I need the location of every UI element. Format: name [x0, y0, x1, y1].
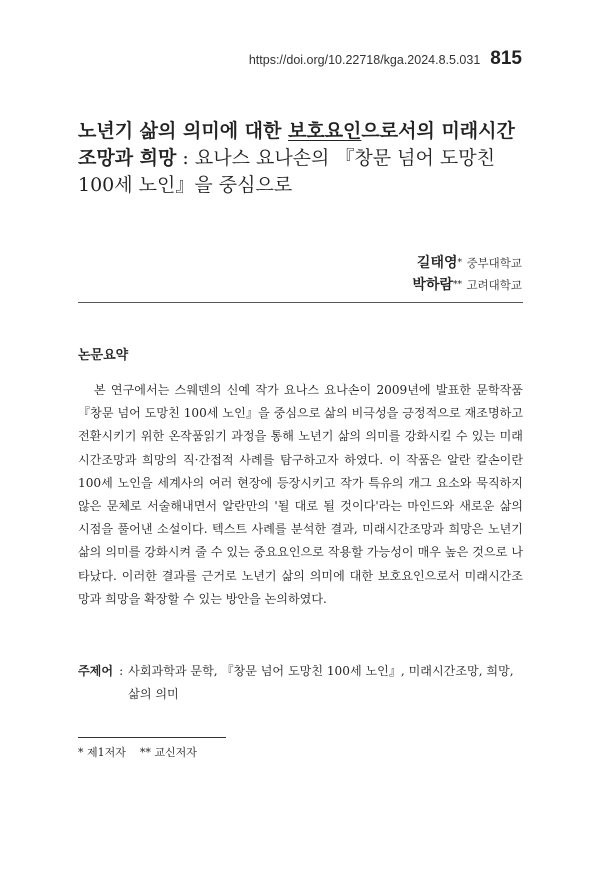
- author-affiliation: 중부대학교: [466, 256, 522, 270]
- divider: [78, 302, 523, 303]
- author-mark: **: [453, 280, 462, 290]
- footnote-text: 교신저자: [154, 746, 197, 759]
- author-name: 박하람: [412, 277, 453, 293]
- keywords-separator: :: [119, 664, 124, 678]
- footnote-mark: **: [139, 746, 151, 759]
- abstract-text: 본 연구에서는 스웨덴의 신예 작가 요나스 요나손이 2009년에 발표한 문학작품 『창문 넘어 도망친 100세 노인』을 중심으로 삶의 비극성을 긍정적으로 재조명하고 전환시키기 위한 온작품읽기 과정을 통해 노년기 삶의 의미를 강화시킬 수 있는 미래시간조망과 희망의 직·간접적 사례를 탐구하고자 하였다. 이 작품은 알란 칼손이란 100세 노인을 세계사의 여러 현장에 등장시키고 작가 특유의 개그 요소와 묵직하지 않은 문체로 서술해내면서 알란만의 '될 대로 될 것이다'라는 마인드와 새로운 삶의 시점을 풀어낸 소설이다. 텍스트 사례를 분석한 결과, 미래시간조망과 희망은 노년기 삶의 의미를 강화시켜 줄 수 있는 중요요인으로 작용할 가능성이 매우 높은 것으로 나타났다. 이러한 결과를 근거로 노년기 삶의 의미에 대한 보호요인으로서 미래시간조망과 희망을 확장할 수 있는 방안을 논의하였다.: [78, 383, 523, 606]
- title-subtitle: : 요나스 요나손의 『창문 넘어 도망친 100세 노인』을 중심으로: [78, 147, 495, 196]
- keywords-text: 사회과학과 문학, 『창문 넘어 도망친 100세 노인』, 미래시간조망, 희망, 삶의 의미: [128, 664, 514, 702]
- author-1: [412, 252, 522, 274]
- footnote-2: [140, 744, 197, 760]
- title-part-3: 으로서의 미래시간조망과 희망: [78, 120, 515, 169]
- footnote-1: [78, 744, 126, 760]
- author-list: [412, 252, 522, 296]
- author-2: [412, 274, 522, 296]
- title-part-1: 노년기 삶의 의미에 대한: [78, 120, 288, 142]
- paper-title: [78, 118, 528, 199]
- page-number: 815: [490, 48, 522, 69]
- keywords-label: 주제어: [78, 664, 114, 678]
- footnote-text: 제1저자: [87, 746, 126, 759]
- footnote-divider: [78, 737, 226, 738]
- doi-link[interactable]: https://doi.org/10.22718/kga.2024.8.5.031: [248, 53, 481, 67]
- footnote-mark: *: [78, 746, 84, 759]
- footnotes: [78, 744, 197, 760]
- abstract-heading: 논문요약: [78, 348, 129, 363]
- abstract-body: [78, 379, 523, 611]
- title-underlined-term: 보호요인: [288, 120, 362, 142]
- keywords-block: [78, 660, 523, 706]
- running-header: [249, 48, 522, 70]
- author-affiliation: 고려대학교: [466, 278, 522, 292]
- author-name: 길태영: [416, 255, 458, 271]
- author-mark: *: [457, 258, 462, 268]
